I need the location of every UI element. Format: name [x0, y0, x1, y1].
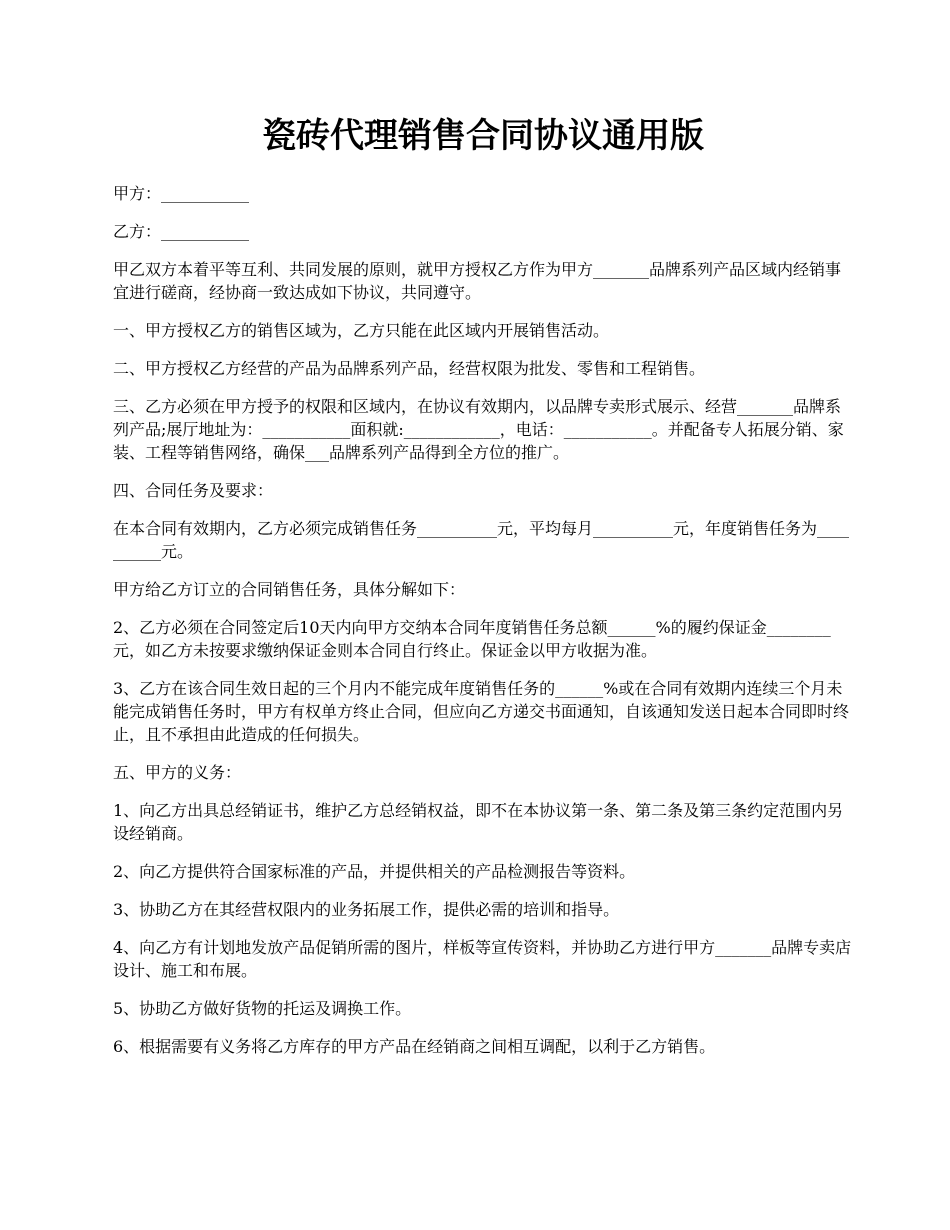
clause-3-showroom: 三、乙方必须在甲方授予的权限和区域内，在协议有效期内，以品牌专卖形式展示、经营_______品牌系列产品;展厅地址为：___________面积就:____________，电话：___________。并配备专人拓展分销、家装、工程等销售网络，确保___品牌系列产品得到全方位的推广。 — [113, 397, 844, 462]
clause-2-products: 二、甲方授权乙方经营的产品为品牌系列产品，经营权限为批发、零售和工程销售。 — [113, 359, 706, 378]
clause-5-heading: 五、甲方的义务： — [113, 763, 242, 782]
obligation-item-3: 3、协助乙方在其经营权限内的业务拓展工作，提供必需的培训和指导。 — [113, 900, 620, 919]
deposit-item: 2、乙方必须在合同签定后10天内向甲方交纳本合同年度销售任务总额______%的履约保证金________元，如乙方未按要求缴纳保证金则本合同自行终止。保证金以甲方收据为准。 — [113, 618, 831, 660]
obligation-item-2: 2、向乙方提供符合国家标准的产品，并提供相关的产品检测报告等资料。 — [113, 862, 636, 881]
document-title: 瓷砖代理销售合同协议通用版 — [262, 116, 704, 156]
clause-1-sales-region: 一、甲方授权乙方的销售区域为，乙方只能在此区域内开展销售活动。 — [113, 321, 610, 340]
sales-target-paragraph: 在本合同有效期内，乙方必须完成销售任务__________元，平均每月__________元，年度销售任务为__________元。 — [113, 519, 850, 561]
task-breakdown-intro: 甲方给乙方订立的合同销售任务，具体分解如下： — [113, 580, 466, 599]
obligation-item-5: 5、协助乙方做好货物的托运及调换工作。 — [113, 999, 412, 1018]
obligation-item-6: 6、根据需要有义务将乙方库存的甲方产品在经销商之间相互调配，以利于乙方销售。 — [113, 1037, 716, 1056]
obligation-item-1: 1、向乙方出具总经销证书，维护乙方总经销权益，即不在本协议第一条、第二条及第三条约定范围内另设经销商。 — [113, 801, 844, 843]
termination-item: 3、乙方在该合同生效日起的三个月内不能完成年度销售任务的______%或在合同有效期内连续三个月未能完成销售任务时，甲方有权单方终止合同，但应向乙方递交书面通知，自该通知发送日起本合同即时终止，且不承担由此造成的任何损失。 — [113, 679, 850, 744]
preamble-paragraph: 甲乙双方本着平等互利、共同发展的原则，就甲方授权乙方作为甲方_______品牌系列产品区域内经销事宜进行磋商，经协商一致达成如下协议，共同遵守。 — [113, 260, 842, 302]
document-body — [113, 182, 853, 1073]
party-b-line: 乙方：___________ — [113, 222, 250, 241]
clause-4-heading: 四、合同任务及要求： — [113, 481, 274, 500]
party-a-line: 甲方：___________ — [113, 184, 250, 203]
obligation-item-4: 4、向乙方有计划地发放产品促销所需的图片，样板等宣传资料，并协助乙方进行甲方_______品牌专卖店设计、施工和布展。 — [113, 938, 852, 980]
